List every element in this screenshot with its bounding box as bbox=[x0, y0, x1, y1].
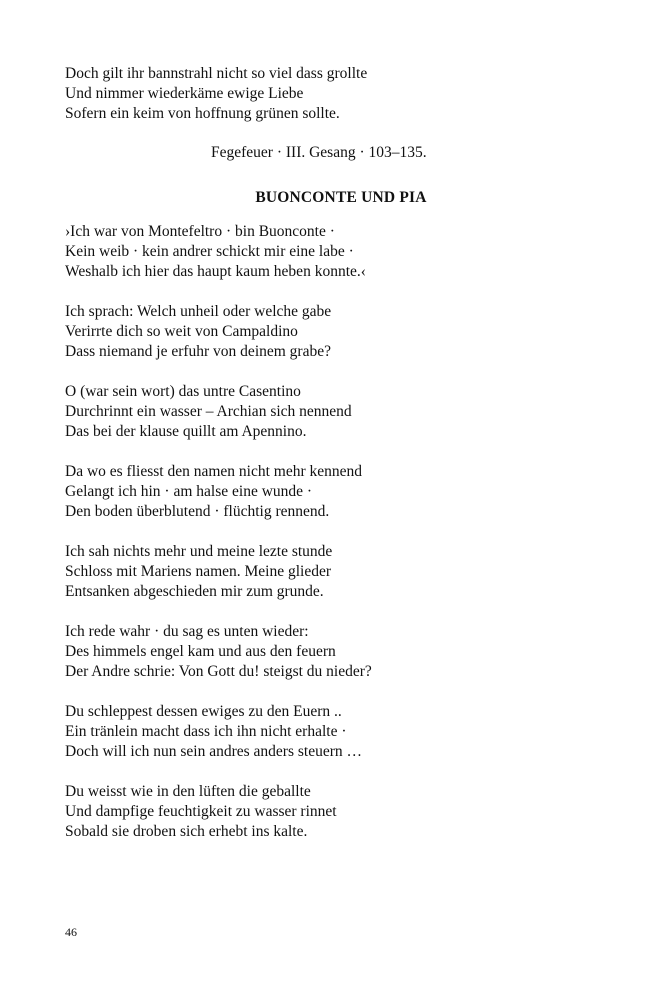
stanza bbox=[65, 382, 585, 442]
section-title: BUONCONTE UND PIA bbox=[255, 189, 427, 206]
verse-line: Ich sah nichts mehr und meine lezte stunde bbox=[65, 543, 333, 560]
verse-line: Verirrte dich so weit von Campaldino bbox=[65, 323, 298, 340]
verse-line: Dass niemand je erfuhr von deinem grabe? bbox=[65, 343, 331, 360]
stanza bbox=[65, 222, 585, 282]
stanza bbox=[65, 462, 585, 522]
source-reference: Fegefeuer · III. Gesang · 103–135. bbox=[211, 144, 427, 161]
verse-line: Durchrinnt ein wasser – Archian sich nennend bbox=[65, 403, 352, 420]
verse-line: Entsanken abgeschieden mir zum grunde. bbox=[65, 583, 324, 600]
verse-line: Du schleppest dessen ewiges zu den Euern .. bbox=[65, 703, 342, 720]
verse-line: Kein weib · kein andrer schickt mir eine labe · bbox=[65, 243, 354, 260]
verse-line: Schloss mit Mariens namen. Meine glieder bbox=[65, 563, 332, 580]
page-number: 46 bbox=[65, 925, 77, 939]
verse-line: ›Ich war von Montefeltro · bin Buonconte · bbox=[65, 223, 335, 240]
verse-line: Ich rede wahr · du sag es unten wieder: bbox=[65, 623, 309, 640]
verse-line: Den boden überblutend · flüchtig rennend. bbox=[65, 503, 330, 520]
stanza bbox=[65, 622, 585, 682]
stanza bbox=[65, 782, 585, 842]
stanza bbox=[65, 302, 585, 362]
verse-line: Und dampfige feuchtigkeit zu wasser rinnet bbox=[65, 803, 337, 820]
verse-line: Ich sprach: Welch unheil oder welche gabe bbox=[65, 303, 332, 320]
verse-line: Der Andre schrie: Von Gott du! steigst du nieder? bbox=[65, 663, 372, 680]
verse-line: Doch gilt ihr bannstrahl nicht so viel dass grollte bbox=[65, 65, 368, 82]
verse-line: Gelangt ich hin · am halse eine wunde · bbox=[65, 483, 313, 500]
verse-line: Das bei der klause quillt am Apennino. bbox=[65, 423, 307, 440]
stanza bbox=[65, 542, 585, 602]
verse-line: Sofern ein keim von hoffnung grünen sollte. bbox=[65, 105, 340, 122]
intro-stanza bbox=[65, 64, 565, 124]
verse-line: Da wo es fliesst den namen nicht mehr kennend bbox=[65, 463, 362, 480]
poem-body bbox=[65, 222, 585, 842]
verse-line: Weshalb ich hier das haupt kaum heben konnte.‹ bbox=[65, 263, 366, 280]
stanza bbox=[65, 702, 585, 762]
verse-line: Sobald sie droben sich erhebt ins kalte. bbox=[65, 823, 308, 840]
verse-line: Doch will ich nun sein andres anders steuern … bbox=[65, 743, 363, 760]
verse-line: Du weisst wie in den lüften die geballte bbox=[65, 783, 311, 800]
verse-line: O (war sein wort) das untre Casentino bbox=[65, 383, 301, 400]
verse-line: Ein tränlein macht dass ich ihn nicht erhalte · bbox=[65, 723, 347, 740]
verse-line: Des himmels engel kam und aus den feuern bbox=[65, 643, 336, 660]
verse-line: Und nimmer wiederkäme ewige Liebe bbox=[65, 85, 304, 102]
